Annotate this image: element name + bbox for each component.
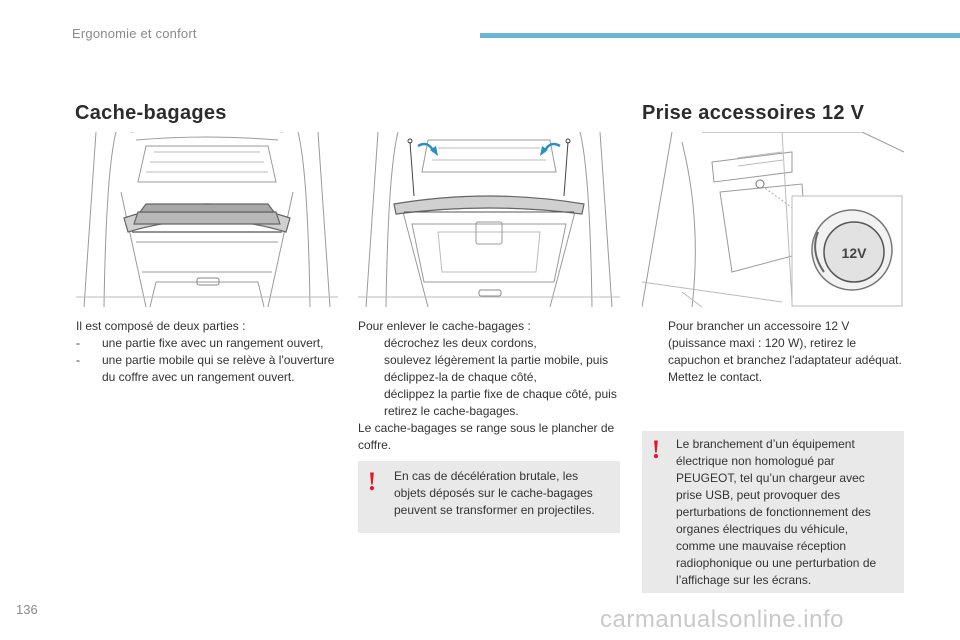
cache-bagages-description (76, 318, 338, 386)
description-lead: Il est composé de deux parties : (76, 319, 246, 333)
removal-lead: Pour enlever le cache-bagages : (358, 319, 531, 333)
warning-box-projectiles (358, 461, 620, 533)
step-item: Pour brancher un accessoire 12 V (puissance maxi : 120 W), retirez le capuchon et branchez l'adaptateur adéquat. (668, 319, 902, 367)
storage-note: Le cache-bagages se range sous le plancher de coffre. (358, 421, 615, 452)
dash-marker: - (76, 336, 80, 350)
figure-cargo-cover-removal (358, 132, 620, 307)
header-accent-bar (480, 33, 960, 38)
chapter-title: Ergonomie et confort (72, 26, 197, 41)
list-item: - une partie mobile qui se relève à l'ouverture du coffre avec un rangement ouvert. (76, 353, 335, 384)
page-number: 136 (16, 602, 38, 617)
figure-12v-socket (642, 132, 904, 307)
socket-instructions (642, 318, 904, 386)
list-item: - une partie fixe avec un rangement ouvert, (76, 336, 324, 350)
removal-instructions (358, 318, 620, 454)
warning-text: En cas de décélération brutale, les objets déposés sur le cache-bagages peuvent se transformer en projectiles. (394, 469, 595, 517)
step-item: soulevez légèrement la partie mobile, puis déclippez-la de chaque côté, (384, 353, 609, 384)
step-item: déclippez la partie fixe de chaque côté, puis retirez le cache-bagages. (384, 387, 617, 418)
warning-box-non-approved-equipment (642, 431, 904, 593)
watermark: carmanualsonline.info (600, 606, 844, 633)
step-item: décrochez les deux cordons, (384, 336, 537, 350)
figure-cargo-cover-installed (76, 132, 338, 307)
exclamation-icon: ! (651, 435, 661, 464)
warning-text: Le branchement d’un équipement électrique non homologué par PEUGEOT, tel qu’un chargeur avec prise USB, peut provoquer des perturbations de fonctionnement des organes électriques du véhicule, comme une mauvaise réception radiophonique ou une perturbation de l’affichage sur les écrans. (676, 437, 877, 587)
dash-marker: - (76, 353, 80, 367)
socket-label-12v: 12V (841, 245, 867, 261)
section-title-prise-12v: Prise accessoires 12 V (642, 102, 865, 124)
exclamation-icon: ! (367, 467, 377, 496)
section-title-cache-bagages: Cache-bagages (75, 102, 227, 124)
step-item: Mettez le contact. (668, 370, 763, 384)
